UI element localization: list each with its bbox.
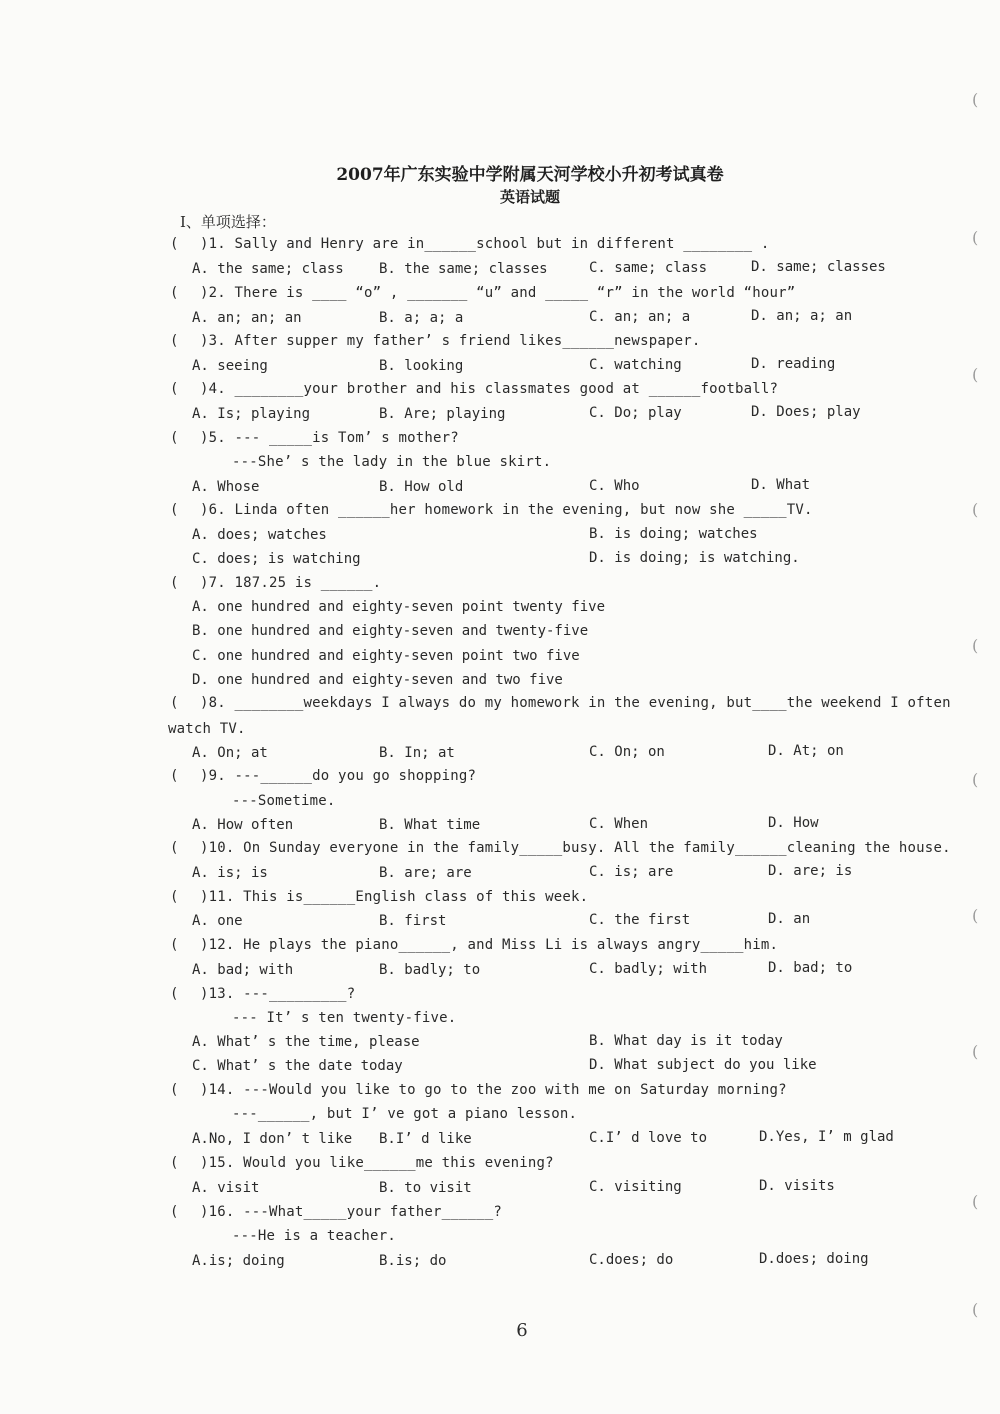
option-d: D. What	[751, 477, 811, 493]
option-a: A. What’ s the time, please	[192, 1034, 420, 1050]
option-a: A. one hundred and eighty-seven point twenty five	[192, 599, 606, 615]
option-b: B.is; do	[379, 1253, 447, 1269]
question-15: ( )15. Would you like______me this evening?	[170, 1155, 554, 1171]
option-b: B. looking	[379, 358, 464, 374]
option-b: B. In; at	[379, 745, 455, 761]
binding-mark: (	[972, 906, 979, 925]
option-d: D. reading	[751, 356, 836, 372]
option-d: D. What subject do you like	[589, 1057, 817, 1073]
question-14-reply: ---______, but I’ ve got a piano lesson.	[232, 1106, 578, 1122]
question-13-reply: --- It’ s ten twenty-five.	[232, 1010, 457, 1026]
option-b: B. one hundred and eighty-seven and twenty-five	[192, 623, 589, 639]
option-c: C. Do; play	[589, 405, 682, 421]
option-b: B. to visit	[379, 1180, 472, 1196]
option-d: D. an	[768, 911, 811, 927]
question-9: ( )9. ---______do you go shopping?	[170, 768, 477, 784]
option-c: C. the first	[589, 912, 691, 928]
option-d: D. same; classes	[751, 259, 886, 275]
option-b: B.I’ d like	[379, 1131, 472, 1147]
option-d: D. one hundred and eighty-seven and two five	[192, 672, 563, 688]
question-1: ( )1. Sally and Henry are in______school but in different ________ .	[170, 236, 770, 252]
question-4: ( )4. ________your brother and his classmates good at ______football?	[170, 381, 779, 397]
exam-subtitle: 英语试题	[499, 188, 560, 206]
question-2: ( )2. There is ____ “o” , _______ “u” and _____ “r” in the world “hour”	[170, 285, 796, 301]
option-a: A. Whose	[192, 479, 260, 495]
option-b: B. What time	[379, 817, 481, 833]
option-b: B. a; a; a	[379, 310, 464, 326]
question-5: ( )5. --- _____is Tom’ s mother?	[170, 430, 459, 446]
question-7: ( )7. 187.25 is ______.	[170, 575, 382, 591]
option-a: A. How often	[192, 817, 294, 833]
option-a: A. is; is	[192, 865, 268, 881]
option-c: C. an; an; a	[589, 309, 691, 325]
option-d: D.Yes, I’ m glad	[759, 1129, 894, 1145]
option-b: B. How old	[379, 479, 464, 495]
question-14: ( )14. ---Would you like to go to the zoo with me on Saturday morning?	[170, 1082, 787, 1098]
option-c: C. When	[589, 816, 649, 832]
binding-mark: (	[972, 636, 979, 655]
option-a: A.No, I don’ t like	[192, 1131, 353, 1147]
binding-mark: (	[972, 500, 979, 519]
option-a: A. bad; with	[192, 962, 294, 978]
option-a: A. the same; class	[192, 261, 344, 277]
question-11: ( )11. This is______English class of this week.	[170, 889, 589, 905]
option-b: B. the same; classes	[379, 261, 548, 277]
binding-mark: (	[972, 1192, 979, 1211]
option-a: A. On; at	[192, 745, 268, 761]
option-c: C. What’ s the date today	[192, 1058, 403, 1074]
binding-mark: (	[972, 1042, 979, 1061]
option-d: D. How	[768, 815, 819, 831]
binding-mark: (	[972, 228, 979, 247]
option-d: D. is doing; is watching.	[589, 550, 800, 566]
option-a: A. visit	[192, 1180, 260, 1196]
option-c: C. is; are	[589, 864, 674, 880]
option-b: B. badly; to	[379, 962, 481, 978]
option-d: D. bad; to	[768, 960, 853, 976]
option-b: B. Are; playing	[379, 406, 506, 422]
question-6: ( )6. Linda often ______her homework in the evening, but now she _____TV.	[170, 502, 813, 518]
option-b: B. are; are	[379, 865, 472, 881]
option-d: D. At; on	[768, 743, 844, 759]
option-c: C. watching	[589, 357, 682, 373]
option-c: C. visiting	[589, 1179, 682, 1195]
question-10: ( )10. On Sunday everyone in the family_____busy. All the family______cleaning the house.	[170, 840, 951, 856]
section-heading: Ⅰ、单项选择：	[180, 213, 276, 231]
option-a: A.is; doing	[192, 1253, 285, 1269]
option-a: A. seeing	[192, 358, 268, 374]
option-c: C. badly; with	[589, 961, 708, 977]
option-d: D. are; is	[768, 863, 853, 879]
option-b: B. first	[379, 913, 447, 929]
option-a: A. one	[192, 913, 243, 929]
question-8: ( )8. ________weekdays I always do my homework in the evening, but____the weekend I often	[170, 695, 951, 711]
option-d: D. visits	[759, 1178, 835, 1194]
option-a: A. does; watches	[192, 527, 327, 543]
option-c: C. same; class	[589, 260, 708, 276]
exam-title: 2007年广东实验中学附属天河学校小升初考试真卷	[336, 165, 724, 185]
option-d: D. an; a; an	[751, 308, 853, 324]
option-a: A. an; an; an	[192, 310, 302, 326]
option-c: C. does; is watching	[192, 551, 361, 567]
question-13: ( )13. ---_________?	[170, 986, 356, 1002]
option-d: D.does; doing	[759, 1251, 869, 1267]
option-a: A. Is; playing	[192, 406, 311, 422]
binding-mark: (	[972, 1300, 979, 1319]
question-3: ( )3. After supper my father’ s friend likes______newspaper.	[170, 333, 701, 349]
binding-mark: (	[972, 365, 979, 384]
option-c: C. Who	[589, 478, 640, 494]
option-c: C. On; on	[589, 744, 665, 760]
binding-mark: (	[972, 90, 979, 109]
question-8-continued: watch TV.	[168, 721, 246, 737]
option-d: D. Does; play	[751, 404, 861, 420]
question-16-reply: ---He is a teacher.	[232, 1228, 396, 1244]
option-b: B. is doing; watches	[589, 526, 758, 542]
question-16: ( )16. ---What_____your father______?	[170, 1204, 503, 1220]
binding-mark: (	[972, 770, 979, 789]
question-12: ( )12. He plays the piano______, and Miss Li is always angry_____him.	[170, 937, 779, 953]
option-c: C.I’ d love to	[589, 1130, 708, 1146]
page-number: 6	[516, 1320, 528, 1341]
question-5-reply: ---She’ s the lady in the blue skirt.	[232, 454, 552, 470]
option-c: C. one hundred and eighty-seven point two five	[192, 648, 580, 664]
option-c: C.does; do	[589, 1252, 674, 1268]
option-b: B. What day is it today	[589, 1033, 783, 1049]
question-9-reply: ---Sometime.	[232, 793, 336, 809]
